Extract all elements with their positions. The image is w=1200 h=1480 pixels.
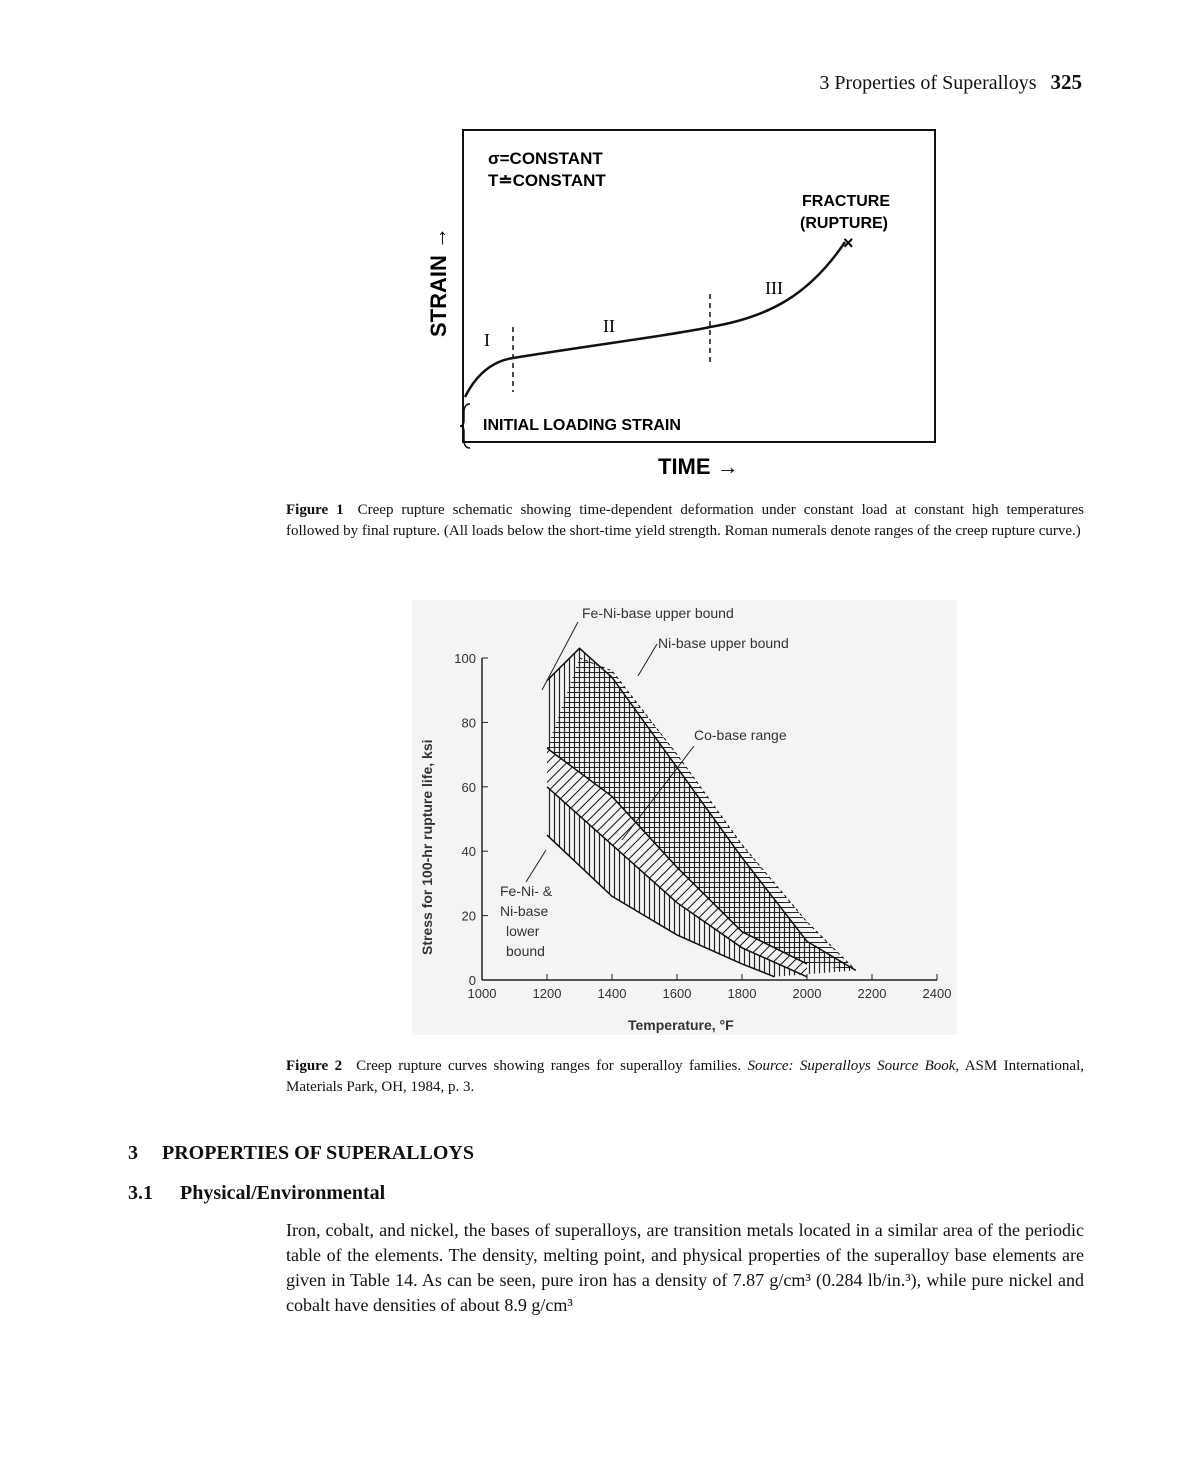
figure-2-caption-text: Creep rupture curves showing ranges for superalloy families. [356,1058,748,1074]
running-title: 3 Properties of Superalloys [819,72,1037,94]
subsection-number: 3.1 [128,1182,153,1204]
x-tick-label-0: 1000 [467,986,497,1001]
rupture-label: (RUPTURE) [800,215,888,232]
y-tick-label-4: 80 [461,715,476,731]
stage-1-label: I [484,330,490,350]
section-heading [128,1142,474,1165]
annotation-ni-upper: Ni-base upper bound [658,635,789,651]
annotation-lower-1: Fe-Ni- & [500,883,553,899]
x-tick-label-3: 1600 [662,986,692,1001]
annotation-lower-2: Ni-base [500,903,549,919]
figure-2-caption-label: Figure 2 [286,1058,343,1074]
figure-1-caption [286,500,1084,542]
x-tick-label-1: 1200 [532,986,562,1001]
figure-2-caption-rest: ASM International, Materials Park, OH, 1984, p. 3. [286,1058,1084,1095]
section-number: 3 [128,1142,138,1164]
fracture-label: FRACTURE [802,193,890,210]
figure-2-caption [286,1056,1084,1098]
stage-3-label: III [765,278,783,298]
initial-loading-strain-label: INITIAL LOADING STRAIN [483,417,681,434]
running-header [819,70,1082,95]
x-tick-label-6: 2200 [857,986,887,1001]
x-tick-label-2: 1400 [597,986,627,1001]
annotation-fe-ni-upper: Fe-Ni-base upper bound [582,605,734,621]
stage-2-label: II [603,316,615,336]
subsection-title: Physical/Environmental [180,1182,386,1204]
body-paragraph: Iron, cobalt, and nickel, the bases of superalloys, are transition metals located in a similar area of the periodic table of the elements. The density, melting point, and physical properties of the superalloy base elements are given in Table 14. As can be seen, pure iron has a density of 7.87 g/cm³ (0.284 lb/in.³), while pure nickel and cobalt have densities of about 8.9 g/cm³ [286,1220,1084,1315]
y-tick-label-0: 0 [468,973,476,988]
annotation-lower-4: bound [506,943,545,959]
strain-axis-label: STRAIN → [426,227,451,337]
section-title: PROPERTIES OF SUPERALLOYS [162,1142,474,1164]
annotation-co-base: Co-base range [694,727,787,743]
subsection-heading [128,1182,385,1205]
x-tick-label-7: 2400 [922,986,952,1001]
annotation-lower-3: lower [506,923,540,939]
figure-1-creep-schematic [420,122,960,492]
t-constant-label: T≐CONSTANT [488,171,606,190]
y-tick-label-5: 100 [454,651,476,666]
x-axis-title: Temperature, °F [628,1017,734,1033]
fracture-mark-icon: × [843,233,854,253]
figure-1-caption-text: Creep rupture schematic showing time-dependent deformation under constant load at constant high temperatures followed by final rupture. (All loads below the short-time yield strength. Roman numerals denote ranges of the creep rupture curve.) [286,502,1085,539]
page-number: 325 [1050,70,1082,94]
time-axis-label: TIME → [658,454,739,479]
y-tick-label-2: 40 [461,844,476,860]
figure-2-caption-source: Source: Superalloys Source Book, [747,1058,960,1074]
creep-curve [465,242,845,397]
x-tick-label-4: 1800 [727,986,757,1001]
y-tick-label-1: 20 [461,908,476,924]
y-axis-title: Stress for 100-hr rupture life, ksi [419,739,435,955]
figure-1-caption-label: Figure 1 [286,502,344,518]
sigma-constant-label: σ=CONSTANT [488,149,603,168]
y-tick-label-3: 60 [461,779,476,795]
figure-2-creep-rupture-chart [412,600,957,1035]
x-tick-label-5: 2000 [792,986,822,1001]
